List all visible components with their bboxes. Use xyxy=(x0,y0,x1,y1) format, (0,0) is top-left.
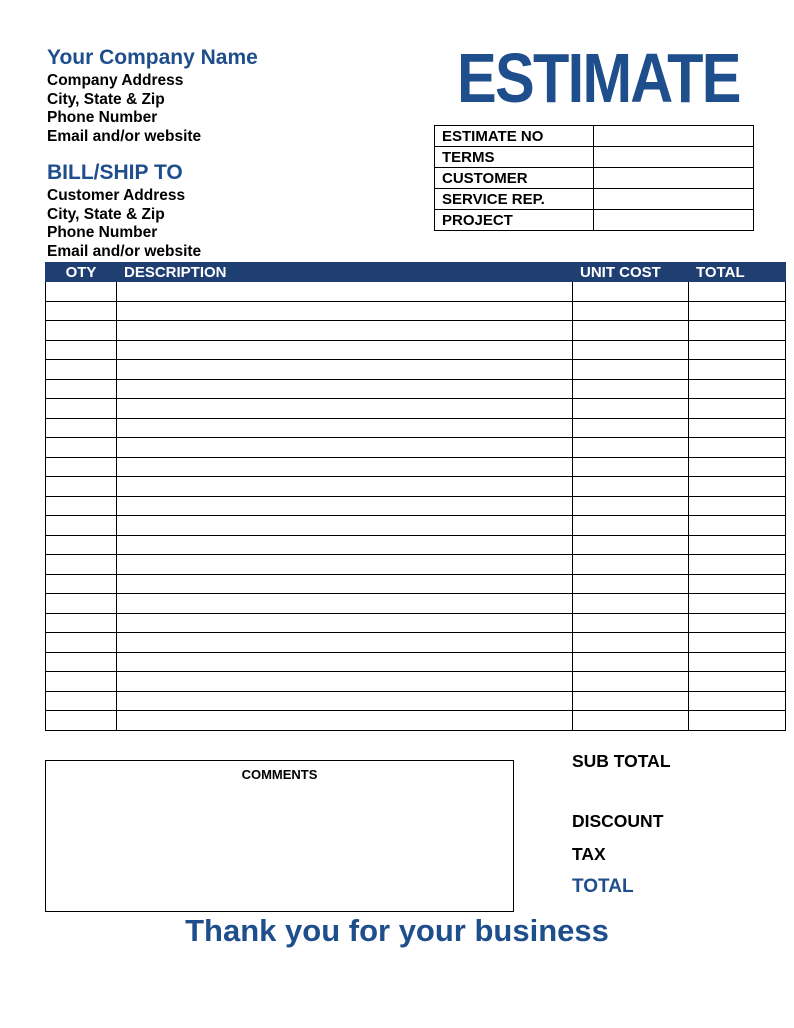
description-cell[interactable] xyxy=(117,555,573,575)
table-row xyxy=(46,691,786,711)
unit-cost-cell[interactable] xyxy=(573,535,689,555)
qty-cell[interactable] xyxy=(46,594,117,614)
qty-cell[interactable] xyxy=(46,438,117,458)
unit-cost-cell[interactable] xyxy=(573,457,689,477)
table-row xyxy=(46,438,786,458)
table-row xyxy=(46,496,786,516)
unit-cost-cell[interactable] xyxy=(573,301,689,321)
header-unit-cost: UNIT COST xyxy=(573,263,689,282)
table-row xyxy=(46,457,786,477)
description-cell[interactable] xyxy=(117,516,573,536)
total-cell[interactable] xyxy=(689,691,786,711)
meta-row xyxy=(435,210,754,231)
table-row xyxy=(46,613,786,633)
total-cell[interactable] xyxy=(689,477,786,497)
description-cell[interactable] xyxy=(117,535,573,555)
company-email: Email and/or website xyxy=(47,127,202,145)
description-cell[interactable] xyxy=(117,360,573,380)
description-cell[interactable] xyxy=(117,457,573,477)
unit-cost-cell[interactable] xyxy=(573,360,689,380)
total-label: TOTAL xyxy=(572,876,634,897)
total-cell[interactable] xyxy=(689,711,786,731)
table-row xyxy=(46,711,786,731)
total-cell[interactable] xyxy=(689,418,786,438)
unit-cost-cell[interactable] xyxy=(573,477,689,497)
estimate-meta-table xyxy=(434,125,754,231)
company-address: Company Address xyxy=(47,72,184,89)
total-cell[interactable] xyxy=(689,360,786,380)
meta-value[interactable] xyxy=(594,126,754,147)
total-cell[interactable] xyxy=(689,379,786,399)
total-cell[interactable] xyxy=(689,516,786,536)
table-row xyxy=(46,399,786,419)
total-cell[interactable] xyxy=(689,321,786,341)
bill-ship-title: BILL/SHIP TO xyxy=(47,161,183,184)
description-cell[interactable] xyxy=(117,321,573,341)
unit-cost-cell[interactable] xyxy=(573,418,689,438)
unit-cost-cell[interactable] xyxy=(573,594,689,614)
meta-row xyxy=(435,147,754,168)
meta-label: SERVICE REP. xyxy=(435,189,594,210)
qty-cell[interactable] xyxy=(46,418,117,438)
unit-cost-cell[interactable] xyxy=(573,399,689,419)
description-cell[interactable] xyxy=(117,711,573,731)
company-info xyxy=(47,72,201,146)
total-cell[interactable] xyxy=(689,672,786,692)
qty-cell[interactable] xyxy=(46,535,117,555)
qty-cell[interactable] xyxy=(46,457,117,477)
unit-cost-cell[interactable] xyxy=(573,321,689,341)
table-row xyxy=(46,360,786,380)
description-cell[interactable] xyxy=(117,418,573,438)
qty-cell[interactable] xyxy=(46,321,117,341)
unit-cost-cell[interactable] xyxy=(573,379,689,399)
description-cell[interactable] xyxy=(117,691,573,711)
line-items-table xyxy=(45,262,786,731)
customer-address: Customer Address xyxy=(47,187,186,204)
thank-you-message: Thank you for your business xyxy=(185,913,609,948)
total-cell[interactable] xyxy=(689,282,786,302)
qty-cell[interactable] xyxy=(46,301,117,321)
description-cell[interactable] xyxy=(117,379,573,399)
description-cell[interactable] xyxy=(117,574,573,594)
unit-cost-cell[interactable] xyxy=(573,711,689,731)
unit-cost-cell[interactable] xyxy=(573,555,689,575)
customer-city-state-zip: City, State & Zip xyxy=(47,205,165,223)
total-cell[interactable] xyxy=(689,399,786,419)
table-row xyxy=(46,633,786,653)
meta-value[interactable] xyxy=(594,168,754,189)
description-cell[interactable] xyxy=(117,399,573,419)
meta-row xyxy=(435,189,754,210)
company-city-state-zip: City, State & Zip xyxy=(47,90,165,108)
customer-email: Email and/or website xyxy=(47,242,202,260)
total-cell[interactable] xyxy=(689,652,786,672)
table-row xyxy=(46,301,786,321)
total-cell[interactable] xyxy=(689,340,786,360)
unit-cost-cell[interactable] xyxy=(573,652,689,672)
discount-label: DISCOUNT xyxy=(572,811,664,831)
header-description: DESCRIPTION xyxy=(117,263,573,282)
qty-cell[interactable] xyxy=(46,399,117,419)
document-title: ESTIMATE xyxy=(457,39,740,117)
meta-row xyxy=(435,126,754,147)
table-row xyxy=(46,340,786,360)
company-phone: Phone Number xyxy=(47,109,158,126)
description-cell[interactable] xyxy=(117,633,573,653)
comments-title: COMMENTS xyxy=(241,767,318,782)
unit-cost-cell[interactable] xyxy=(573,672,689,692)
qty-cell[interactable] xyxy=(46,379,117,399)
subtotal-label: SUB TOTAL xyxy=(572,751,671,771)
meta-label: PROJECT xyxy=(435,210,594,231)
qty-cell[interactable] xyxy=(46,574,117,594)
unit-cost-cell[interactable] xyxy=(573,340,689,360)
unit-cost-cell[interactable] xyxy=(573,438,689,458)
total-cell[interactable] xyxy=(689,633,786,653)
table-row xyxy=(46,535,786,555)
table-row xyxy=(46,379,786,399)
company-name: Your Company Name xyxy=(47,46,258,69)
description-cell[interactable] xyxy=(117,613,573,633)
total-cell[interactable] xyxy=(689,555,786,575)
description-cell[interactable] xyxy=(117,282,573,302)
description-cell[interactable] xyxy=(117,438,573,458)
qty-cell[interactable] xyxy=(46,652,117,672)
qty-cell[interactable] xyxy=(46,496,117,516)
meta-value[interactable] xyxy=(594,189,754,210)
total-cell[interactable] xyxy=(689,496,786,516)
description-cell[interactable] xyxy=(117,301,573,321)
total-cell[interactable] xyxy=(689,301,786,321)
unit-cost-cell[interactable] xyxy=(573,633,689,653)
customer-phone: Phone Number xyxy=(47,224,158,241)
qty-cell[interactable] xyxy=(46,613,117,633)
description-cell[interactable] xyxy=(117,496,573,516)
comments-box[interactable] xyxy=(45,760,514,912)
total-cell[interactable] xyxy=(689,535,786,555)
total-cell[interactable] xyxy=(689,438,786,458)
qty-cell[interactable] xyxy=(46,340,117,360)
meta-label: TERMS xyxy=(435,147,594,168)
table-row xyxy=(46,282,786,302)
qty-cell[interactable] xyxy=(46,516,117,536)
table-row xyxy=(46,652,786,672)
description-cell[interactable] xyxy=(117,477,573,497)
qty-cell[interactable] xyxy=(46,633,117,653)
description-cell[interactable] xyxy=(117,340,573,360)
qty-cell[interactable] xyxy=(46,282,117,302)
header-total: TOTAL xyxy=(689,263,786,282)
header-qty: OTY xyxy=(46,263,117,282)
unit-cost-cell[interactable] xyxy=(573,282,689,302)
meta-value[interactable] xyxy=(594,210,754,231)
unit-cost-cell[interactable] xyxy=(573,574,689,594)
table-row xyxy=(46,477,786,497)
qty-cell[interactable] xyxy=(46,711,117,731)
meta-value[interactable] xyxy=(594,147,754,168)
qty-cell[interactable] xyxy=(46,672,117,692)
total-cell[interactable] xyxy=(689,574,786,594)
meta-row xyxy=(435,168,754,189)
total-cell[interactable] xyxy=(689,594,786,614)
table-row xyxy=(46,555,786,575)
description-cell[interactable] xyxy=(117,594,573,614)
table-row xyxy=(46,516,786,536)
total-cell[interactable] xyxy=(689,613,786,633)
unit-cost-cell[interactable] xyxy=(573,496,689,516)
description-cell[interactable] xyxy=(117,652,573,672)
table-row xyxy=(46,594,786,614)
table-row xyxy=(46,574,786,594)
qty-cell[interactable] xyxy=(46,691,117,711)
table-row xyxy=(46,418,786,438)
unit-cost-cell[interactable] xyxy=(573,516,689,536)
qty-cell[interactable] xyxy=(46,360,117,380)
tax-label: TAX xyxy=(572,844,606,864)
meta-label: CUSTOMER xyxy=(435,168,594,189)
table-row xyxy=(46,321,786,341)
unit-cost-cell[interactable] xyxy=(573,613,689,633)
qty-cell[interactable] xyxy=(46,477,117,497)
meta-label: ESTIMATE NO xyxy=(435,126,594,147)
table-row xyxy=(46,672,786,692)
bill-ship-info xyxy=(47,187,201,261)
total-cell[interactable] xyxy=(689,457,786,477)
line-items-header xyxy=(46,263,786,282)
qty-cell[interactable] xyxy=(46,555,117,575)
description-cell[interactable] xyxy=(117,672,573,692)
unit-cost-cell[interactable] xyxy=(573,691,689,711)
